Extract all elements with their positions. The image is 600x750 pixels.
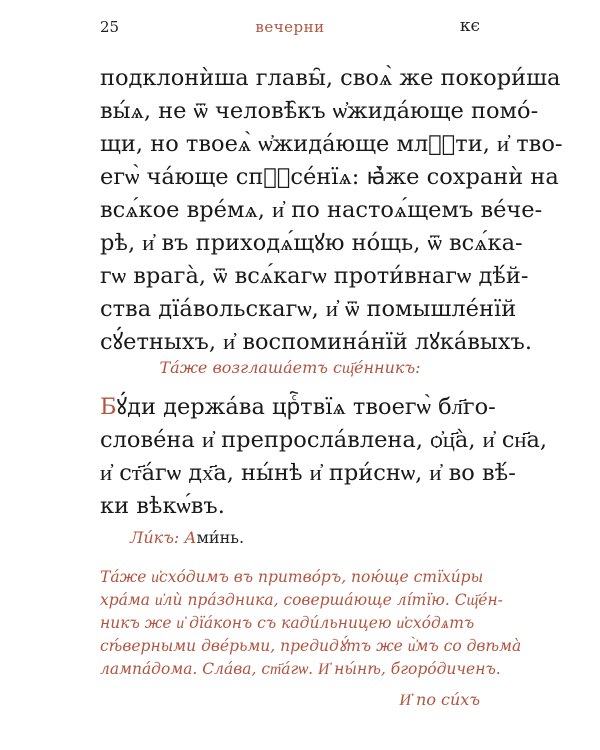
- choir-label: Ли́къ:: [130, 528, 180, 547]
- catchword: И҆ по си́хъ: [399, 690, 480, 709]
- exclamation-line: ки вѣкѡ́въ.: [100, 493, 225, 519]
- prayer-line: ства дїа́вольскагѡ, и҆ ѿ помышле́нїй: [100, 296, 517, 322]
- rubric-line: Та́же и҆схо́димъ въ притво́ръ, пою́ще стїхи́ры: [100, 568, 484, 586]
- exclamation-line: [100, 391, 496, 424]
- choir-response: [130, 528, 244, 547]
- rubric-line: лампа́дома. Сла́ва, ст҃а́гѡ. И҆ ны́нѣ, бгоро́диченъ.: [100, 660, 501, 678]
- prayer-text-block: [100, 62, 563, 359]
- page-number: 25: [100, 18, 120, 36]
- rubric-heading: Та́же возглаша́етъ сщ҃е́нникъ:: [159, 358, 421, 377]
- prayer-line: вы́ѧ, не ѿ человѣ̑къ ѡ҆жида́юще помо́-: [100, 98, 539, 124]
- exclamation-line: и҆ ст҃а́гѡ дх҃а, ны́нѣ и҆ при́снѡ, и҆ во вѣ́-: [100, 460, 516, 486]
- cyrillic-page-number: кє: [459, 16, 480, 36]
- prayer-line: гѡ врага̀, ѿ всѧ́кагѡ проти́внагѡ дѣ́й-: [100, 263, 529, 289]
- running-title: вечерни: [255, 18, 325, 36]
- prayer-line: всѧ́кое вре́мѧ, и҆ по настоѧ́щемъ ве́че-: [100, 197, 543, 223]
- prayer-line: подклонѝша главы̑, своѧ̀ же покори́ша: [100, 65, 561, 91]
- rubric-line: хра́ма и҆лѝ пра́здника, соверша́юще лі́тїю. Сщ҃е́н-: [100, 591, 503, 609]
- prayer-line: егѡ̀ ча́юще спⷭ҇се́нїѧ: ꙗ҆̀же сохранѝ на: [100, 164, 559, 190]
- exclamation-text-block: [100, 391, 548, 523]
- prayer-line: щи, но твоеѧ̀ ѡ҆жида́юще млⷭ҇ти, и҆ тво-: [100, 131, 563, 157]
- rubric-instructions-block: [100, 566, 522, 681]
- rubric-line: сѣ́верными две́рьми, предидꙋ́тъ же и҆̀мъ со двѣма̀: [100, 637, 522, 655]
- page-header: [100, 18, 480, 42]
- prayer-line: сꙋ́етныхъ, и҆ воспомина́нїй лꙋка́выхъ.: [100, 329, 532, 355]
- response-text: ми́нь.: [196, 528, 245, 547]
- rubric-line: никъ же и҆ дїа́конъ съ кади́льницею и҆схо́дѧтъ: [100, 614, 475, 632]
- exclamation-first-line-text: ꙋ́ди держа́ва црⷭ҇твїѧ твоегѡ̀ бл҃го-: [116, 394, 496, 420]
- prayer-line: рѣ, и҆ въ приходѧ́щꙋю но́щь, ѿ всѧ́ка-: [100, 230, 523, 256]
- drop-initial: Б: [100, 394, 117, 420]
- response-initial: А: [184, 528, 197, 547]
- exclamation-line: слове́на и҆ препросла́влена, ѻ҆ц҃а̀, и҆ сн҃а,: [100, 427, 548, 453]
